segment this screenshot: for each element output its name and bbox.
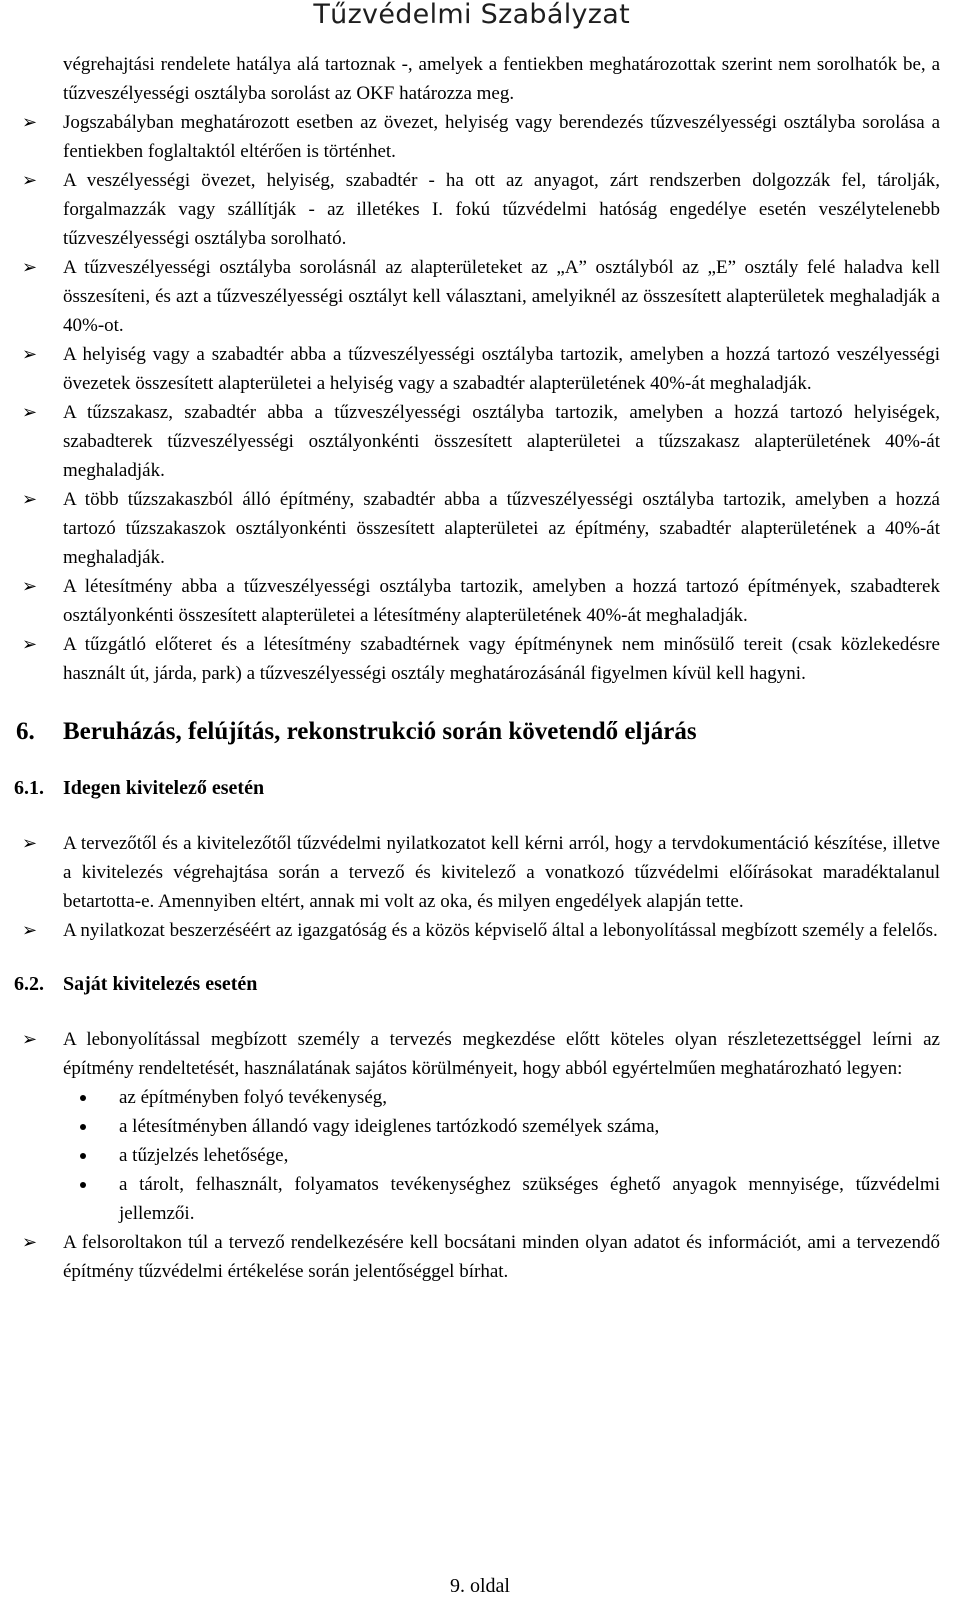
page-header-title: Tűzvédelmi Szabályzat — [313, 0, 630, 30]
sub-list-item: a tárolt, felhasznált, folyamatos tevékenységhez szükséges éghető anyagok mennyisége, tűzvédelmi jellemzői. — [63, 1170, 940, 1228]
section-6-2-number: 6.2. — [14, 973, 44, 995]
arrowhead-bullet-icon: ➢ — [22, 257, 38, 278]
document-body — [14, 50, 940, 1286]
arrowhead-bullet-icon: ➢ — [22, 920, 38, 941]
sub-list-item: az építményben folyó tevékenység, — [63, 1083, 940, 1112]
section-6-1-heading — [14, 774, 940, 803]
arrowhead-bullet-icon: ➢ — [22, 1232, 38, 1253]
section-6-2-bullet-list — [22, 1025, 940, 1286]
section-6-1-bullet-list — [22, 829, 940, 945]
section-6-title: Beruházás, felújítás, rekonstrukció során követendő eljárás — [63, 718, 697, 745]
list-item: ➢ A veszélyességi övezet, helyiség, szabadtér - ha ott az anyagot, zárt rendszerben dolgozzák fel, tárolják, forgalmazzák vagy szállítják - az illetékes I. fokú tűzvédelmi hatóság engedélye esetén veszélytelenebb tűzveszélyességi osztályba sorolható. — [22, 166, 940, 253]
list-item: ➢ A több tűzszakaszból álló építmény, szabadtér abba a tűzveszélyességi osztályba tartozik, amelyben a hozzá tartozó tűzszakaszok osztályonkénti összesített alapterületei az építmény, szabadtér alapterületének a 40%-át meghaladják. — [22, 485, 940, 572]
arrowhead-bullet-icon: ➢ — [22, 833, 38, 854]
round-dot-icon — [80, 1124, 86, 1130]
list-item: ➢ A tervezőtől és a kivitelezőtől tűzvédelmi nyilatkozatot kell kérni arról, hogy a tervdokumentáció készítése, illetve a kivitelezés végrehajtása során a tervező és kivitelező a vonatkozó tűzvédelmi előírásokat maradéktalanul betartotta-e. Amennyiben eltért, annak mi volt az oka, és milyen engedélyek alapján tette. — [22, 829, 940, 916]
section-6-1-title: Idegen kivitelező esetén — [63, 777, 265, 799]
sub-list-item: a tűzjelzés lehetősége, — [63, 1141, 940, 1170]
arrowhead-bullet-icon: ➢ — [22, 402, 38, 423]
arrowhead-bullet-icon: ➢ — [22, 489, 38, 510]
list-item: ➢ Jogszabályban meghatározott esetben az övezet, helyiség vagy berendezés tűzveszélyességi osztályba sorolása a fentiekben foglaltaktól eltérően is történhet. — [22, 108, 940, 166]
round-dot-icon — [80, 1153, 86, 1159]
arrowhead-bullet-icon: ➢ — [22, 170, 38, 191]
sub-list-item: a létesítményben állandó vagy ideiglenes tartózkodó személyek száma, — [63, 1112, 940, 1141]
list-item: ➢ A tűzszakasz, szabadtér abba a tűzveszélyességi osztályba tartozik, amelyben a hozzá tartozó helyiségek, szabadterek tűzveszélyességi osztályonkénti összesített alapterületei a tűzszakasz alapterületének 40%-át meghaladják. — [22, 398, 940, 485]
arrowhead-bullet-icon: ➢ — [22, 576, 38, 597]
list-item: ➢ A tűzveszélyességi osztályba sorolásnál az alapterületeket az „A” osztályból az „E” osztály felé haladva kell összesíteni, és azt a tűzveszélyességi osztályt kell választani, amelyiknél az összesített alapterületek meghaladják a 40%-ot. — [22, 253, 940, 340]
round-dot-icon — [80, 1182, 86, 1188]
sub-bullet-list — [63, 1083, 940, 1228]
page-number: 9. oldal — [450, 1575, 510, 1597]
arrowhead-bullet-icon: ➢ — [22, 344, 38, 365]
section-6-1-number: 6.1. — [14, 777, 44, 799]
intro-continuation: végrehajtási rendelete hatálya alá tartoznak -, amelyek a fentiekben meghatározottak szerint nem sorolhatók be, a tűzveszélyességi osztályba sorolást az OKF határozza meg. — [63, 54, 940, 104]
list-item: ➢ A helyiség vagy a szabadtér abba a tűzveszélyességi osztályba tartozik, amelyben a hozzá tartozó veszélyességi övezetek összesített alapterületei a helyiség vagy a szabadtér alapterületének 40%-át meghaladják. — [22, 340, 940, 398]
list-item: ➢ A nyilatkozat beszerzéséért az igazgatóság és a közös képviselő által a lebonyolítással megbízott személy a felelős. — [22, 916, 940, 945]
round-dot-icon — [80, 1095, 86, 1101]
list-item: ➢ A tűzgátló előteret és a létesítmény szabadtérnek vagy építménynek nem minősülő tereit (csak közlekedésre használt út, járda, park) a tűzveszélyességi osztály meghatározásánál figyelmen kívül kell hagyni. — [22, 630, 940, 688]
section-6-2-heading — [14, 970, 940, 999]
arrowhead-bullet-icon: ➢ — [22, 634, 38, 655]
section-6-number: 6. — [16, 718, 35, 745]
arrowhead-bullet-icon: ➢ — [22, 1029, 38, 1050]
list-item: ➢ A létesítmény abba a tűzveszélyességi osztályba tartozik, amelyben a hozzá tartozó építmények, szabadterek osztályonkénti összesített alapterületei a létesítmény alapterületének 40%-át meghaladják. — [22, 572, 940, 630]
arrowhead-bullet-icon: ➢ — [22, 112, 38, 133]
list-item: ➢ A lebonyolítással megbízott személy a tervezés megkezdése előtt köteles olyan részletezettséggel leírni az építmény rendeltetését, használatának sajátos körülményeit, hogy abból egyértelműen meghatározható legyen: — [22, 1025, 940, 1083]
list-item: ➢ A felsoroltakon túl a tervező rendelkezésére kell bocsátani minden olyan adatot és információt, ami a tervezendő építmény tűzvédelmi értékelése során jelentőséggel bírhat. — [22, 1228, 940, 1286]
section-6-heading — [16, 716, 940, 748]
section-6-2-title: Saját kivitelezés esetén — [63, 973, 258, 995]
top-bullet-list — [22, 108, 940, 688]
